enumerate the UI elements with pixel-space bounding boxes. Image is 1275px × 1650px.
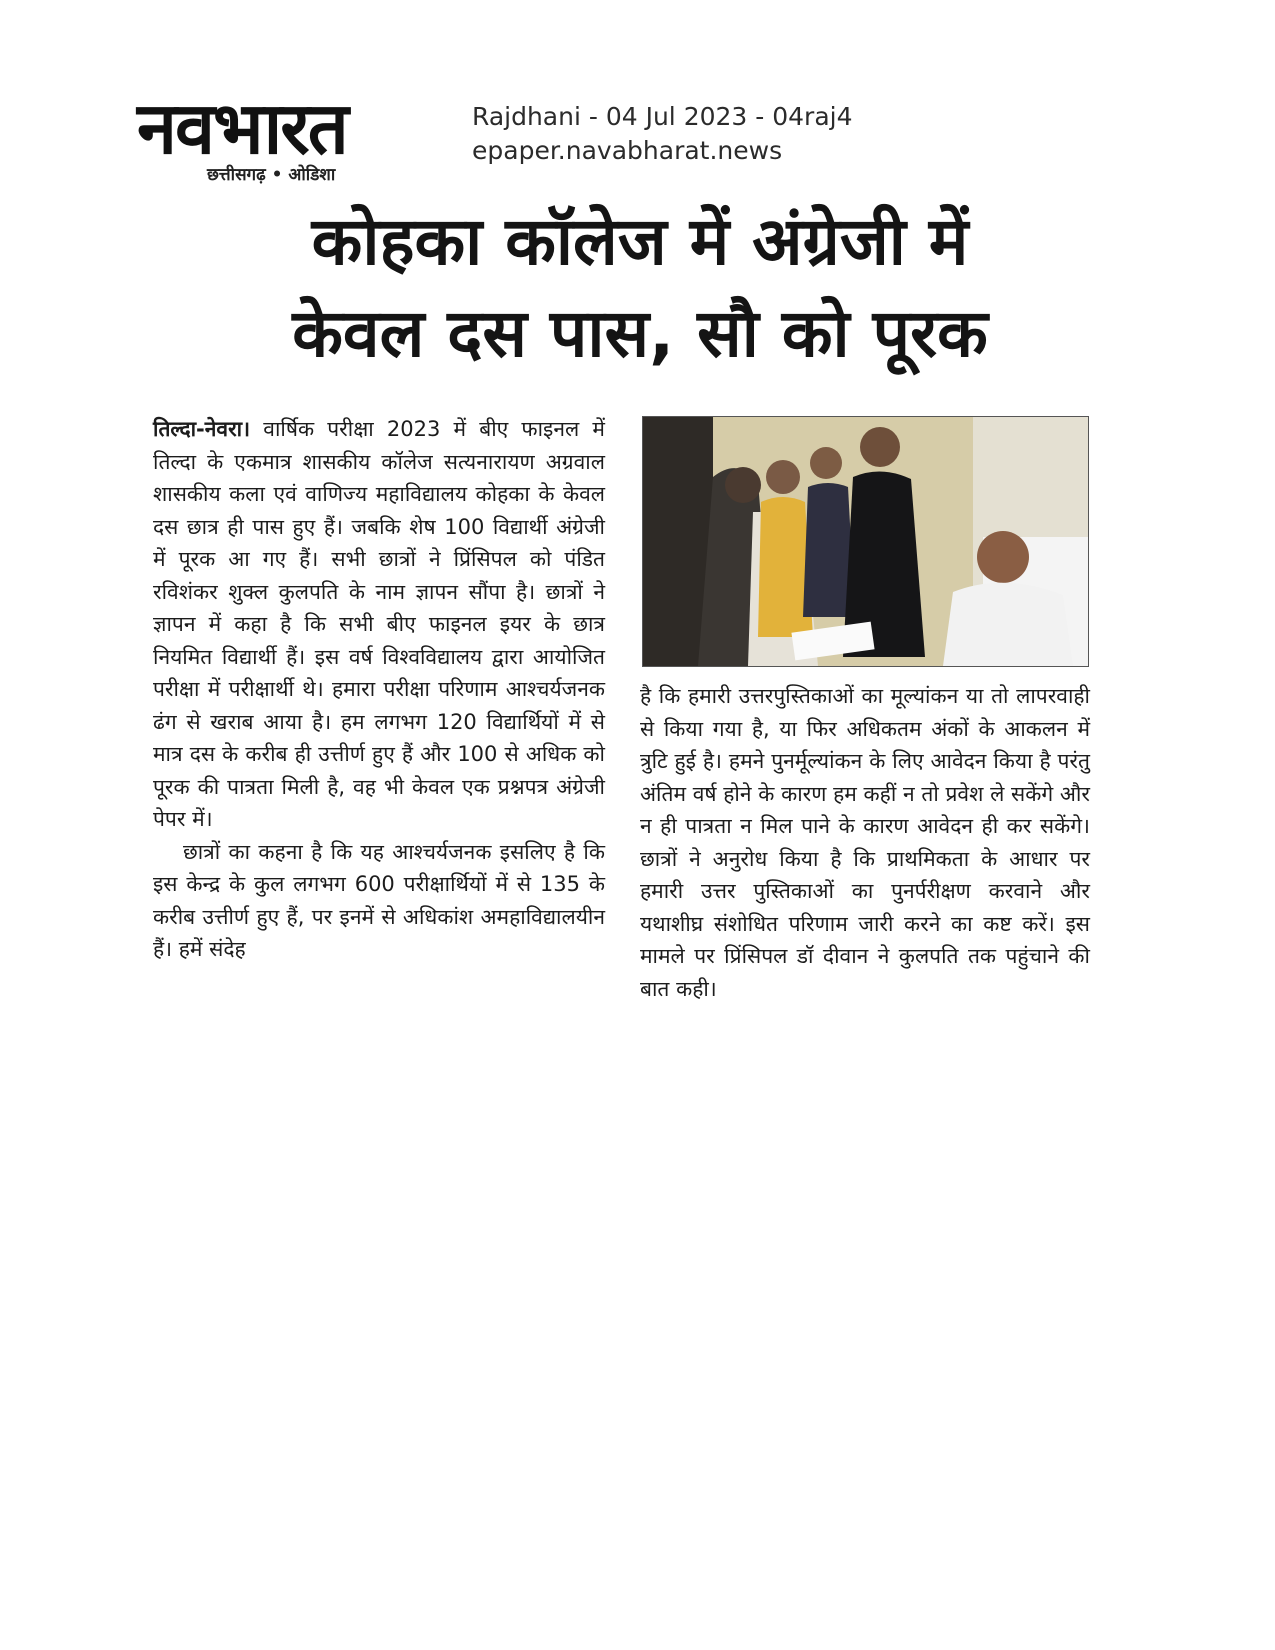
edition-info [472, 100, 853, 168]
article-headline [190, 196, 1090, 380]
website-link[interactable]: epaper.navabharat.news [472, 136, 783, 165]
logo-subtitle: छत्तीसगढ़ • ओडिशा [207, 165, 336, 185]
newspaper-logo: नवभारत [137, 86, 347, 170]
dateline: तिल्दा-नेवरा। [153, 417, 251, 441]
edition-line: Rajdhani - 04 Jul 2023 - 04raj4 [472, 102, 853, 131]
headline-line-1: कोहका कॉलेज में अंग्रेजी में [311, 203, 969, 280]
paragraph-3: है कि हमारी उत्तरपुस्तिकाओं का मूल्यांकन या तो लापरवाही से किया गया है, या फिर अधिकतम अंकों के आकलन में त्रुटि हुई है। हमने पुनर्मूल्यांकन के लिए आवेदन किया है परंतु अंतिम वर्ष होने के कारण हम कहीं न तो प्रवेश ले सकेंगे और न ही पात्रता न मिल पाने के कारण आवेदन ही कर सकेंगे। छात्रों ने अनुरोध किया है कि प्राथमिकता के आधार पर हमारी उत्तर पुस्तिकाओं का पुनर्परीक्षण करवाने और यथाशीघ्र संशोधित परिणाम जारी करने का कष्ट करें। इस मामले पर प्रिंसिपल डॉ दीवान ने कुलपति तक पहुंचाने की बात कही। [640, 684, 1090, 1001]
newspaper-masthead [137, 88, 447, 184]
paragraph-2: छात्रों का कहना है कि यह आश्चर्यजनक इसलिए है कि इस केन्द्र के कुल लगभग 600 परीक्षार्थियों में से 135 के करीब उत्तीर्ण हुए हैं, पर इनमें से अधिकांश अमहाविद्यालयीन हैं। हमें संदेह [153, 839, 605, 961]
news-photo [642, 416, 1089, 667]
paragraph-1-text: वार्षिक परीक्षा 2023 में बीए फाइनल में तिल्दा के एकमात्र शासकीय कॉलेज सत्यनारायण अग्रवाल शासकीय कला एवं वाणिज्य महाविद्यालय कोहका के केवल दस छात्र ही पास हुए हैं। जबकि शेष 100 विद्यार्थी अंग्रेजी में पूरक आ गए हैं। सभी छात्रों ने प्रिंसिपल को पंडित रविशंकर शुक्ल कुलपति के नाम ज्ञापन सौंपा है। छात्रों ने ज्ञापन में कहा है कि सभी बीए फाइनल इयर के छात्र नियमित विद्यार्थी हैं। इस वर्ष विश्वविद्यालय द्वारा आयोजित परीक्षा में परीक्षार्थी थे। हमारा परीक्षा परिणाम आश्चर्यजनक ढंग से खराब आया है। हम लगभग 120 विद्यार्थियों में से मात्र दस के करीब ही उत्तीर्ण हुए हैं और 100 से अधिक को पूरक की पात्रता मिली है, वह भी केवल एक प्रश्नपत्र अंग्रेजी पेपर में। [153, 417, 605, 831]
article-column-right [640, 680, 1090, 1005]
headline-line-2: केवल दस पास, सौ को पूरक [292, 295, 988, 372]
paragraph-1 [153, 413, 605, 836]
article-column-left [153, 413, 605, 966]
